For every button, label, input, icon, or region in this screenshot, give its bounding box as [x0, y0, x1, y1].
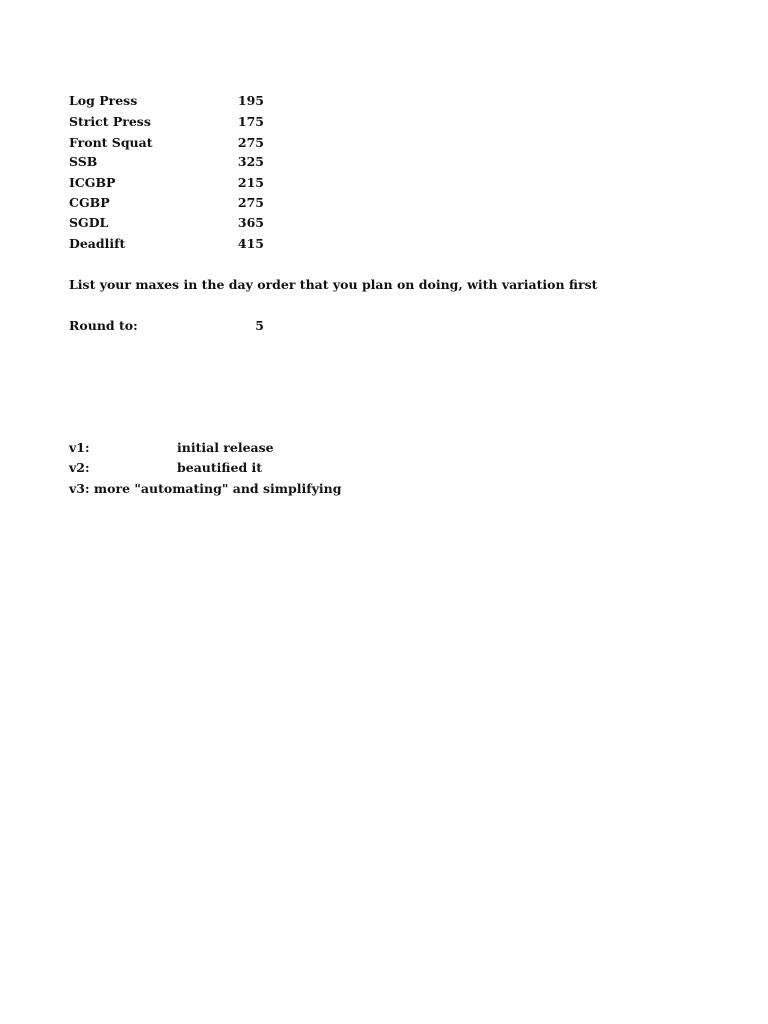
- version-label: v1:: [69, 440, 90, 455]
- max-row-icgbp: [69, 173, 269, 193]
- version-label: v2:: [69, 460, 90, 475]
- max-row-log-press: [69, 91, 269, 111]
- version-note: initial release: [177, 440, 274, 455]
- version-row-v3: [69, 479, 469, 499]
- lift-max: 215: [237, 175, 264, 190]
- lift-max: 415: [237, 236, 264, 251]
- max-row-front-squat: [69, 133, 269, 153]
- round-to-row: [69, 316, 269, 336]
- round-to-label: Round to:: [69, 318, 138, 333]
- lift-name: Strict Press: [69, 114, 151, 129]
- version-row-v2: [69, 458, 369, 478]
- max-row-deadlift: [69, 234, 269, 254]
- round-to-value: 5: [255, 318, 264, 333]
- version-note: beautified it: [177, 460, 263, 475]
- lift-name: Log Press: [69, 93, 138, 108]
- lift-max: 325: [237, 154, 264, 169]
- max-row-ssb: [69, 152, 269, 172]
- max-row-sgdl: [69, 213, 269, 233]
- lift-max: 195: [237, 93, 264, 108]
- lift-max: 275: [237, 195, 264, 210]
- lift-name: ICGBP: [69, 175, 116, 190]
- version-note: v3: more "automating" and simplifying: [69, 481, 342, 496]
- lift-max: 175: [237, 114, 264, 129]
- lift-name: SGDL: [69, 215, 109, 230]
- lift-name: CGBP: [69, 195, 110, 210]
- instruction-text: List your maxes in the day order that you plan on doing, with variation first: [69, 277, 598, 292]
- lift-name: Front Squat: [69, 135, 153, 150]
- lift-name: SSB: [69, 154, 98, 169]
- max-row-strict-press: [69, 112, 269, 132]
- max-row-cgbp: [69, 193, 269, 213]
- lift-name: Deadlift: [69, 236, 126, 251]
- version-row-v1: [69, 438, 369, 458]
- lift-max: 275: [237, 135, 264, 150]
- lift-max: 365: [237, 215, 264, 230]
